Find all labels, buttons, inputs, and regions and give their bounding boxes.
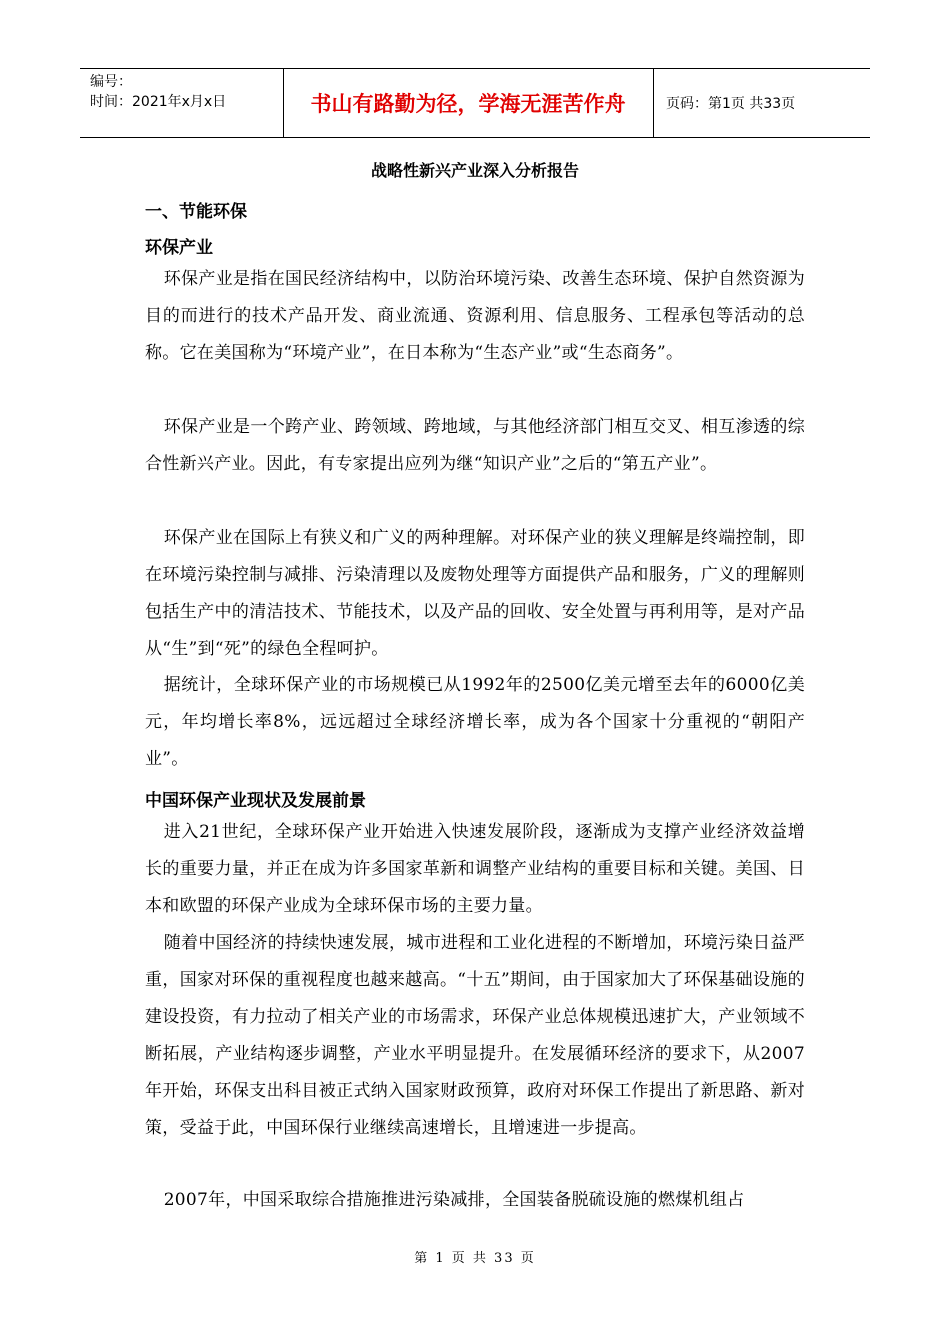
page-footer: 第 1 页 共 33 页 [414, 1251, 536, 1266]
header-motto: 书山有路勤为径，学海无涯苦作舟 [310, 92, 626, 116]
paragraph: 据统计，全球环保产业的市场规模已从1992年的2500亿美元增至去年的6000亿美元，年均增长率8%，远远超过全球经济增长率，成为各个国家十分重视的“朝阳产业”。 [145, 675, 805, 769]
header-table [80, 68, 870, 138]
header-meta [90, 72, 226, 112]
document-title: 战略性新兴产业深入分析报告 [370, 161, 579, 180]
paragraph: 环保产业是指在国民经济结构中，以防治环境污染、改善生态环境、保护自然资源为目的而进行的技术产品开发、商业流通、资源利用、信息服务、工程承包等活动的总称。它在美国称为“环境产业”，在日本称为“生态产业”或“生态商务”。 [145, 269, 805, 363]
paragraph: 环保产业是一个跨产业、跨领域、跨地域，与其他经济部门相互交叉、相互渗透的综合性新兴产业。因此，有专家提出应列为继“知识产业”之后的“第五产业”。 [145, 417, 805, 474]
subsection-heading: 环保产业 [145, 238, 213, 258]
header-page-info: 页码：第1页 共33页 [666, 96, 796, 112]
paragraph: 环保产业在国际上有狭义和广义的两种理解。对环保产业的狭义理解是终端控制，即在环境污染控制与减排、污染清理以及废物处理等方面提供产品和服务，广义的理解则包括生产中的清洁技术、节能技术，以及产品的回收、安全处置与再利用等，是对产品从“生”到“死”的绿色全程呵护。 [145, 528, 805, 659]
doc-date: 时间：2021年x月x日 [90, 94, 227, 110]
paragraph: 进入21世纪，全球环保产业开始进入快速发展阶段，逐渐成为支撑产业经济效益增长的重要力量，并正在成为许多国家革新和调整产业结构的重要目标和关键。美国、日本和欧盟的环保产业成为全球环保市场的主要力量。 [145, 822, 805, 916]
paragraph: 随着中国经济的持续快速发展，城市进程和工业化进程的不断增加，环境污染日益严重，国家对环保的重视程度也越来越高。“十五”期间，由于国家加大了环保基础设施的建设投资，有力拉动了相关产业的市场需求，环保产业总体规模迅速扩大，产业领域不断拓展，产业结构逐步调整，产业水平明显提升。在发展循环经济的要求下，从2007年开始，环保支出科目被正式纳入国家财政预算，政府对环保工作提出了新思路、新对策，受益于此，中国环保行业继续高速增长，且增速进一步提高。 [145, 933, 805, 1138]
section-heading: 一、节能环保 [145, 202, 247, 222]
header-divider [653, 69, 654, 137]
paragraph: 2007年，中国采取综合措施推进污染减排，全国装备脱硫设施的燃煤机组占 [163, 1190, 745, 1210]
subsection-heading: 中国环保产业现状及发展前景 [145, 791, 366, 811]
doc-number-label: 编号： [90, 74, 132, 90]
